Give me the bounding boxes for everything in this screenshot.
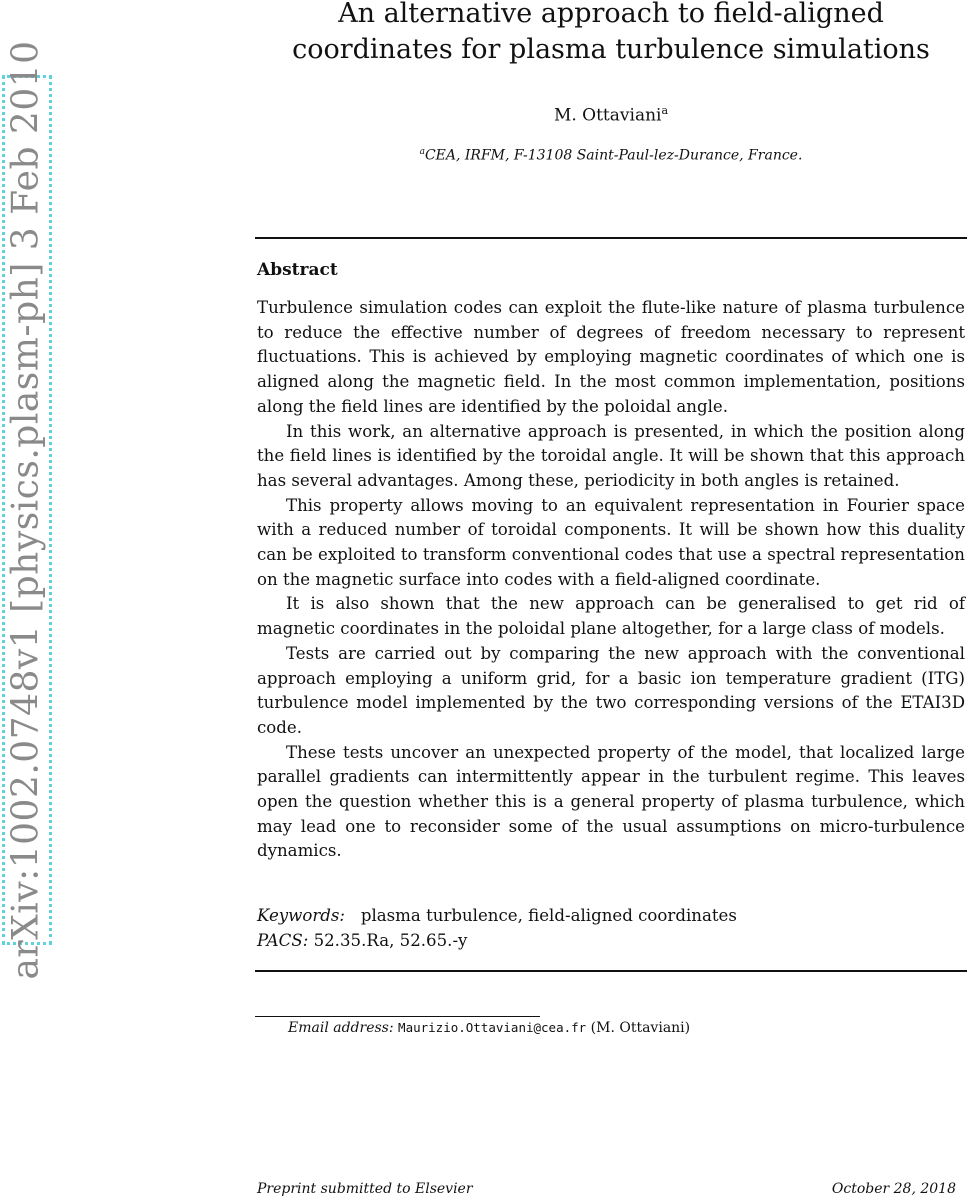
affiliation (255, 147, 967, 164)
footnote-rule (255, 1016, 540, 1017)
abstract-body (257, 296, 965, 864)
pacs-line (257, 928, 737, 953)
abstract-paragraph: Turbulence simulation codes can exploit the flute-like nature of plasma turbulence to reduce the effective number of degrees of freedom necessary to represent fluctuations. This is achieved by employing magnetic coordinates of which one is aligned along the magnetic field. In the most common implementation, positions along the field lines are identified by the poloidal angle. (257, 298, 965, 416)
abstract-paragraph: This property allows moving to an equivalent representation in Fourier space with a reduced number of toroidal components. It will be shown how this duality can be exploited to transform conventional codes that use a spectral representation on the magnetic surface into codes with a field-aligned coordinate. (257, 495, 965, 589)
keywords-label: Keywords: (257, 906, 346, 925)
affiliation-text: CEA, IRFM, F-13108 Saint-Paul-lez-Durance, France. (424, 147, 803, 164)
paper-title: An alternative approach to field-aligned coordinates for plasma turbulence simulations (292, 0, 930, 65)
arxiv-identifier: arXiv:1002.0748v1 [physics.plasm-ph] 3 Feb 2010 (5, 40, 47, 980)
bottom-rule (255, 970, 967, 972)
footer-date: October 28, 2018 (831, 1181, 956, 1197)
footnote (288, 1020, 690, 1036)
author-name: M. Ottaviani (553, 105, 662, 126)
footnote-suffix: (M. Ottaviani) (590, 1020, 691, 1036)
abstract-paragraph: In this work, an alternative approach is presented, in which the position along the field lines is identified by the toroidal angle. It will be shown that this approach has several advantages. Among these, periodicity in both angles is retained. (257, 421, 965, 490)
abstract-paragraph: These tests uncover an unexpected property of the model, that localized large parallel gradients can intermittently appear in the turbulent regime. This leaves open the question whether this is a general property of plasma turbulence, which may lead one to reconsider some of the usual assumptions on micro-turbulence dynamics. (257, 742, 965, 861)
abstract-paragraph: It is also shown that the new approach can be generalised to get rid of magnetic coordinates in the poloidal plane altogether, for a large class of models. (257, 594, 965, 639)
abstract-heading: Abstract (257, 260, 338, 280)
pacs-label: PACS: (257, 931, 309, 950)
footer-preprint: Preprint submitted to Elsevier (257, 1181, 473, 1197)
affiliation-mark: a (419, 147, 425, 157)
author-mark: a (661, 104, 669, 117)
keywords-line (257, 903, 737, 928)
top-rule (255, 237, 967, 239)
author-line (255, 104, 967, 126)
email-link[interactable]: Maurizio.Ottaviani@cea.fr (398, 1020, 587, 1035)
pacs-text: 52.35.Ra, 52.65.-y (313, 931, 468, 950)
keywords-text: plasma turbulence, field-aligned coordinates (360, 906, 737, 925)
abstract-paragraph: Tests are carried out by comparing the new approach with the conventional approach employing a uniform grid, for a basic ion temperature gradient (ITG) turbulence model implemented by the two corresponding versions of the ETAI3D code. (257, 643, 965, 737)
footnote-label: Email address: (288, 1020, 394, 1036)
keywords-block (257, 903, 737, 953)
